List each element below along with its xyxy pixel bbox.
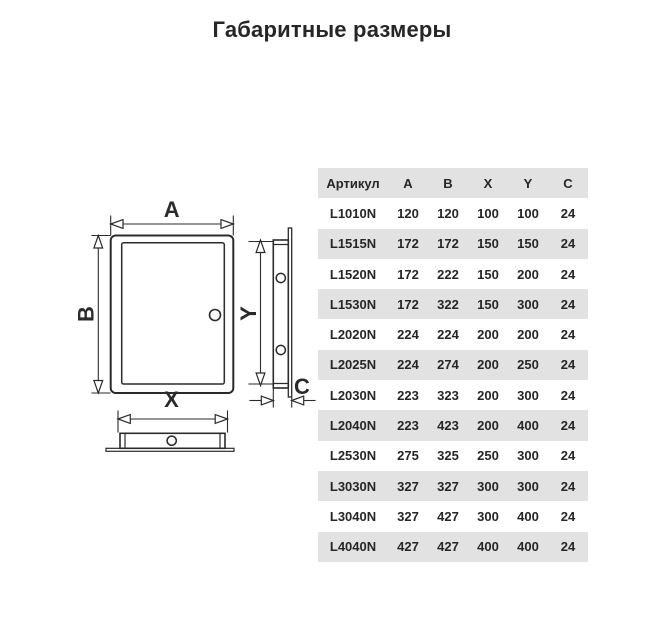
- cell-c: 24: [560, 266, 576, 282]
- top-view: [106, 433, 234, 451]
- dim-label-x: X: [164, 387, 179, 412]
- table-row: [318, 501, 588, 531]
- cell-y: 300: [517, 478, 539, 494]
- cell-x: 300: [477, 478, 499, 494]
- dim-label-c: C: [294, 374, 310, 399]
- cell-x: 400: [477, 539, 499, 555]
- table-row: [318, 319, 588, 349]
- screw-hole-icon: [276, 273, 285, 282]
- cell-a: 172: [397, 236, 419, 252]
- cell-b: 323: [437, 387, 459, 403]
- arrowhead-down-icon: [94, 381, 103, 394]
- header-cell-article: Артикул: [326, 175, 380, 191]
- dim-label-y: Y: [236, 306, 261, 321]
- cell-b: 274: [437, 357, 459, 373]
- cell-x: 150: [477, 266, 499, 282]
- cell-article: L1530N: [329, 296, 377, 312]
- arrowhead-left-icon: [118, 415, 130, 424]
- cell-a: 327: [397, 508, 419, 524]
- header-cell-b: B: [443, 175, 453, 191]
- cell-x: 300: [477, 508, 499, 524]
- cell-x: 200: [477, 327, 499, 343]
- header-cell-a: A: [403, 175, 413, 191]
- cell-c: 24: [560, 539, 576, 555]
- front-view: [111, 236, 234, 394]
- cell-c: 24: [560, 387, 576, 403]
- table-row: [318, 259, 588, 289]
- arrowhead-up-icon: [94, 236, 103, 249]
- header-cell-y: Y: [523, 175, 533, 191]
- table-row: [318, 350, 588, 380]
- cell-b: 327: [437, 478, 459, 494]
- screw-hole-icon: [276, 345, 285, 354]
- cell-c: 24: [560, 448, 576, 464]
- cell-c: 24: [560, 357, 576, 373]
- table-row: [318, 441, 588, 471]
- header-cell-x: X: [483, 175, 493, 191]
- cell-a: 223: [397, 418, 419, 434]
- table-header-row: [318, 168, 588, 198]
- handle-icon: [210, 310, 221, 321]
- cell-article: L2530N: [329, 448, 377, 464]
- arrowhead-right-icon: [215, 415, 227, 424]
- cell-c: 24: [560, 478, 576, 494]
- cell-y: 400: [517, 418, 539, 434]
- cell-y: 200: [517, 266, 539, 282]
- cell-c: 24: [560, 327, 576, 343]
- dimension-a: [111, 197, 234, 235]
- table-row: [318, 289, 588, 319]
- cell-y: 400: [517, 539, 539, 555]
- cell-c: 24: [560, 205, 576, 221]
- cell-y: 200: [517, 327, 539, 343]
- cell-b: 427: [437, 508, 459, 524]
- handle-icon: [167, 436, 176, 445]
- cell-article: L1010N: [329, 205, 377, 221]
- cell-c: 24: [560, 418, 576, 434]
- cell-y: 300: [517, 448, 539, 464]
- cell-b: 222: [437, 266, 459, 282]
- dim-label-a: A: [163, 197, 180, 222]
- cell-b: 120: [437, 205, 459, 221]
- cell-article: L2025N: [329, 357, 377, 373]
- table-row: [318, 198, 588, 228]
- cell-article: L2030N: [329, 387, 377, 403]
- cell-y: 150: [517, 236, 539, 252]
- cell-x: 250: [477, 448, 499, 464]
- arrowhead-left-icon: [111, 220, 123, 229]
- cell-c: 24: [560, 508, 576, 524]
- cell-x: 200: [477, 387, 499, 403]
- cell-b: 224: [437, 327, 459, 343]
- cell-a: 224: [397, 357, 419, 373]
- header-cell-c: C: [563, 175, 573, 191]
- cell-b: 427: [437, 539, 459, 555]
- cell-article: L1515N: [329, 236, 377, 252]
- cell-a: 172: [397, 266, 419, 282]
- cell-article: L3040N: [329, 508, 377, 524]
- side-view: [273, 228, 291, 397]
- table-row: [318, 410, 588, 440]
- cell-x: 200: [477, 357, 499, 373]
- dim-label-b: B: [73, 306, 99, 322]
- cell-y: 400: [517, 508, 539, 524]
- dimension-b: [74, 236, 111, 394]
- table-row: [318, 229, 588, 259]
- table-row: [318, 471, 588, 501]
- table-row: [318, 532, 588, 562]
- cell-article: L3030N: [329, 478, 377, 494]
- cell-article: L4040N: [329, 539, 377, 555]
- cell-x: 150: [477, 236, 499, 252]
- cell-article: L1520N: [329, 266, 377, 282]
- cell-a: 223: [397, 387, 419, 403]
- dimensions-diagram: [60, 195, 322, 467]
- cell-y: 300: [517, 296, 539, 312]
- arrowhead-right-icon: [261, 396, 273, 405]
- cell-b: 423: [437, 418, 459, 434]
- arrowhead-right-icon: [221, 220, 233, 229]
- cell-article: L2040N: [329, 418, 377, 434]
- cell-a: 275: [397, 448, 419, 464]
- cell-b: 322: [437, 296, 459, 312]
- dimension-y: [236, 240, 273, 386]
- cell-y: 100: [517, 205, 539, 221]
- cell-a: 224: [397, 327, 419, 343]
- cell-b: 325: [437, 448, 459, 464]
- table-row: [318, 380, 588, 410]
- cell-article: L2020N: [329, 327, 377, 343]
- cell-c: 24: [560, 296, 576, 312]
- cell-x: 200: [477, 418, 499, 434]
- cell-x: 150: [477, 296, 499, 312]
- cell-a: 172: [397, 296, 419, 312]
- cell-y: 300: [517, 387, 539, 403]
- cell-a: 327: [397, 478, 419, 494]
- cell-y: 250: [517, 357, 539, 373]
- cell-a: 120: [397, 205, 419, 221]
- page-title: Габаритные размеры: [212, 17, 452, 42]
- cell-c: 24: [560, 236, 576, 252]
- dimensions-table: [318, 168, 588, 562]
- cell-a: 427: [397, 539, 419, 555]
- cell-b: 172: [437, 236, 459, 252]
- cell-x: 100: [477, 205, 499, 221]
